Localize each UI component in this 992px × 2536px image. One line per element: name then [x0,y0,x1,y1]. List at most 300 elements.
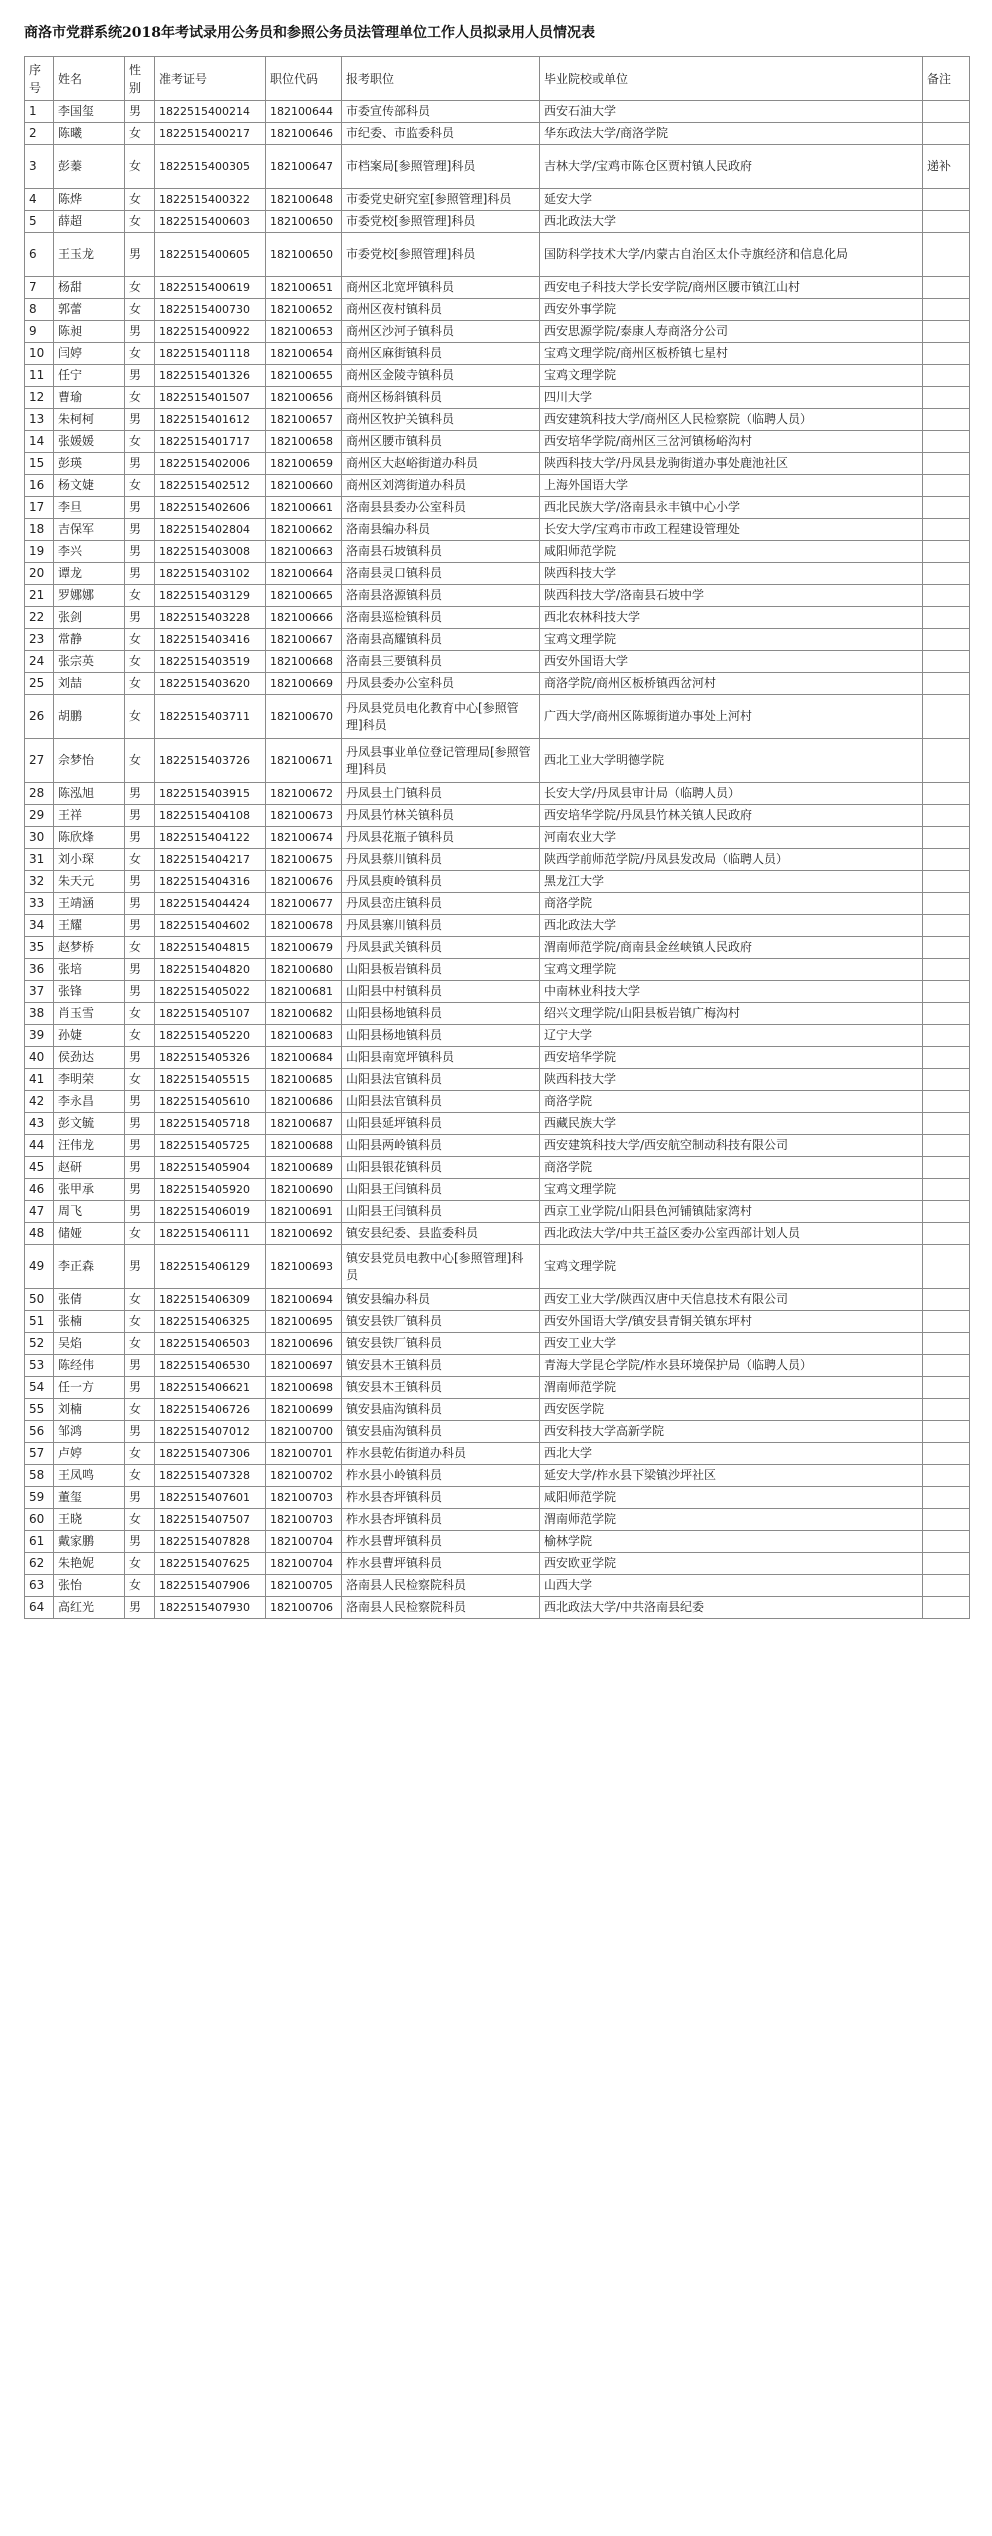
school-cell: 西安培华学院/商州区三岔河镇杨峪沟村 [540,431,923,453]
remark-cell [923,1377,970,1399]
position-cell: 镇安县纪委、县监委科员 [342,1223,540,1245]
exam-number-cell: 1822515405920 [155,1179,266,1201]
name-cell: 朱艳妮 [54,1553,125,1575]
position-code-cell: 182100672 [266,783,342,805]
school-cell: 西安外事学院 [540,299,923,321]
position-cell: 市纪委、市监委科员 [342,123,540,145]
position-cell: 山阳县南宽坪镇科员 [342,1047,540,1069]
row-number: 8 [25,299,54,321]
name-cell: 汪伟龙 [54,1135,125,1157]
row-number: 36 [25,959,54,981]
remark-cell [923,1223,970,1245]
name-cell: 杨甜 [54,277,125,299]
position-code-cell: 182100694 [266,1289,342,1311]
remark-cell [923,233,970,277]
row-number: 61 [25,1531,54,1553]
position-cell: 丹凤县蔡川镇科员 [342,849,540,871]
school-cell: 宝鸡文理学院 [540,365,923,387]
header-cell: 报考职位 [342,57,540,101]
table-row [25,1245,970,1289]
name-cell: 储娅 [54,1223,125,1245]
exam-number-cell: 1822515405718 [155,1113,266,1135]
school-cell: 黑龙江大学 [540,871,923,893]
exam-number-cell: 1822515400922 [155,321,266,343]
school-cell: 渭南师范学院 [540,1377,923,1399]
gender-cell: 男 [125,1201,155,1223]
position-code-cell: 182100658 [266,431,342,453]
remark-cell [923,849,970,871]
name-cell: 王靖涵 [54,893,125,915]
school-cell: 绍兴文理学院/山阳县板岩镇广梅沟村 [540,1003,923,1025]
remark-cell [923,1553,970,1575]
table-row [25,783,970,805]
name-cell: 张楠 [54,1311,125,1333]
name-cell: 赵梦桥 [54,937,125,959]
table-row [25,893,970,915]
exam-number-cell: 1822515402804 [155,519,266,541]
school-cell: 西北政法大学/中共洛南县纪委 [540,1597,923,1619]
gender-cell: 女 [125,695,155,739]
row-number: 54 [25,1377,54,1399]
gender-cell: 男 [125,1355,155,1377]
position-cell: 洛南县人民检察院科员 [342,1575,540,1597]
remark-cell [923,343,970,365]
school-cell: 西安科技大学高新学院 [540,1421,923,1443]
position-code-cell: 182100705 [266,1575,342,1597]
table-row [25,1355,970,1377]
exam-number-cell: 1822515404424 [155,893,266,915]
gender-cell: 男 [125,783,155,805]
exam-number-cell: 1822515404602 [155,915,266,937]
table-row [25,1421,970,1443]
name-cell: 刘楠 [54,1399,125,1421]
remark-cell [923,695,970,739]
name-cell: 张剑 [54,607,125,629]
row-number: 11 [25,365,54,387]
header-cell: 职位代码 [266,57,342,101]
position-cell: 丹凤县寨川镇科员 [342,915,540,937]
remark-cell [923,1465,970,1487]
row-number: 2 [25,123,54,145]
row-number: 22 [25,607,54,629]
position-cell: 洛南县高耀镇科员 [342,629,540,651]
name-cell: 常静 [54,629,125,651]
exam-number-cell: 1822515403711 [155,695,266,739]
school-cell: 西北大学 [540,1443,923,1465]
table-row [25,1465,970,1487]
position-cell: 镇安县铁厂镇科员 [342,1311,540,1333]
exam-number-cell: 1822515400730 [155,299,266,321]
name-cell: 谭龙 [54,563,125,585]
exam-number-cell: 1822515405107 [155,1003,266,1025]
gender-cell: 男 [125,915,155,937]
gender-cell: 女 [125,277,155,299]
gender-cell: 女 [125,1465,155,1487]
position-cell: 丹凤县党员电化教育中心[参照管理]科员 [342,695,540,739]
remark-cell [923,321,970,343]
gender-cell: 男 [125,497,155,519]
table-row [25,937,970,959]
position-code-cell: 182100654 [266,343,342,365]
position-code-cell: 182100706 [266,1597,342,1619]
data-table [24,56,970,1619]
exam-number-cell: 1822515406621 [155,1377,266,1399]
row-number: 46 [25,1179,54,1201]
position-code-cell: 182100669 [266,673,342,695]
exam-number-cell: 1822515407306 [155,1443,266,1465]
table-row [25,1311,970,1333]
name-cell: 张媛媛 [54,431,125,453]
school-cell: 广西大学/商州区陈塬街道办事处上河村 [540,695,923,739]
exam-number-cell: 1822515402512 [155,475,266,497]
exam-number-cell: 1822515403129 [155,585,266,607]
table-row [25,277,970,299]
position-code-cell: 182100659 [266,453,342,475]
name-cell: 闫婷 [54,343,125,365]
row-number: 47 [25,1201,54,1223]
row-number: 31 [25,849,54,871]
school-cell: 西藏民族大学 [540,1113,923,1135]
school-cell: 西安工业大学 [540,1333,923,1355]
position-cell: 山阳县板岩镇科员 [342,959,540,981]
position-cell: 商州区沙河子镇科员 [342,321,540,343]
header-cell: 性别 [125,57,155,101]
remark-cell [923,915,970,937]
name-cell: 张甲承 [54,1179,125,1201]
remark-cell [923,937,970,959]
name-cell: 李旦 [54,497,125,519]
remark-cell [923,585,970,607]
name-cell: 王晓 [54,1509,125,1531]
position-code-cell: 182100655 [266,365,342,387]
position-cell: 镇安县党员电教中心[参照管理]科员 [342,1245,540,1289]
exam-number-cell: 1822515407828 [155,1531,266,1553]
position-cell: 山阳县王闫镇科员 [342,1179,540,1201]
position-code-cell: 182100695 [266,1311,342,1333]
position-code-cell: 182100687 [266,1113,342,1135]
gender-cell: 男 [125,1531,155,1553]
school-cell: 西北政法大学 [540,915,923,937]
position-code-cell: 182100701 [266,1443,342,1465]
table-row [25,1399,970,1421]
position-cell: 商州区杨斜镇科员 [342,387,540,409]
row-number: 32 [25,871,54,893]
remark-cell [923,673,970,695]
remark-cell [923,387,970,409]
remark-cell [923,981,970,1003]
exam-number-cell: 1822515407012 [155,1421,266,1443]
remark-cell [923,1179,970,1201]
gender-cell: 男 [125,871,155,893]
gender-cell: 女 [125,1509,155,1531]
position-code-cell: 182100675 [266,849,342,871]
gender-cell: 女 [125,211,155,233]
position-cell: 商州区刘湾街道办科员 [342,475,540,497]
row-number: 35 [25,937,54,959]
row-number: 4 [25,189,54,211]
row-number: 57 [25,1443,54,1465]
position-code-cell: 182100678 [266,915,342,937]
gender-cell: 男 [125,1157,155,1179]
exam-number-cell: 1822515401326 [155,365,266,387]
exam-number-cell: 1822515403726 [155,739,266,783]
remark-cell [923,1113,970,1135]
school-cell: 西安建筑科技大学/商州区人民检察院（临聘人员） [540,409,923,431]
gender-cell: 女 [125,585,155,607]
school-cell: 华东政法大学/商洛学院 [540,123,923,145]
school-cell: 长安大学/宝鸡市市政工程建设管理处 [540,519,923,541]
remark-cell [923,1003,970,1025]
remark-cell [923,1201,970,1223]
name-cell: 张培 [54,959,125,981]
position-code-cell: 182100688 [266,1135,342,1157]
position-code-cell: 182100656 [266,387,342,409]
table-row [25,629,970,651]
school-cell: 河南农业大学 [540,827,923,849]
exam-number-cell: 1822515405326 [155,1047,266,1069]
gender-cell: 女 [125,739,155,783]
position-cell: 镇安县庙沟镇科员 [342,1399,540,1421]
name-cell: 任宁 [54,365,125,387]
gender-cell: 男 [125,1047,155,1069]
school-cell: 西北民族大学/洛南县永丰镇中心小学 [540,497,923,519]
school-cell: 陕西科技大学/洛南县石坡中学 [540,585,923,607]
table-row [25,409,970,431]
school-cell: 宝鸡文理学院 [540,959,923,981]
name-cell: 吉保军 [54,519,125,541]
name-cell: 张怡 [54,1575,125,1597]
position-cell: 山阳县法官镇科员 [342,1091,540,1113]
row-number: 23 [25,629,54,651]
table-row [25,739,970,783]
row-number: 33 [25,893,54,915]
row-number: 62 [25,1553,54,1575]
school-cell: 延安大学/柞水县下梁镇沙坪社区 [540,1465,923,1487]
remark-cell [923,1333,970,1355]
position-code-cell: 182100674 [266,827,342,849]
school-cell: 西安培华学院/丹凤县竹林关镇人民政府 [540,805,923,827]
position-cell: 丹凤县庾岭镇科员 [342,871,540,893]
remark-cell [923,1157,970,1179]
school-cell: 西安思源学院/泰康人寿商洛分公司 [540,321,923,343]
row-number: 51 [25,1311,54,1333]
row-number: 13 [25,409,54,431]
remark-cell [923,1289,970,1311]
exam-number-cell: 1822515407930 [155,1597,266,1619]
remark-cell [923,871,970,893]
position-cell: 商州区金陵寺镇科员 [342,365,540,387]
position-code-cell: 182100670 [266,695,342,739]
school-cell: 宝鸡文理学院 [540,629,923,651]
exam-number-cell: 1822515405220 [155,1025,266,1047]
row-number: 64 [25,1597,54,1619]
name-cell: 佘梦怡 [54,739,125,783]
name-cell: 朱柯柯 [54,409,125,431]
remark-cell [923,805,970,827]
gender-cell: 女 [125,1311,155,1333]
gender-cell: 男 [125,1597,155,1619]
exam-number-cell: 1822515407507 [155,1509,266,1531]
table-row [25,233,970,277]
remark-cell [923,497,970,519]
position-cell: 商州区麻街镇科员 [342,343,540,365]
table-row [25,475,970,497]
remark-cell [923,1047,970,1069]
row-number: 17 [25,497,54,519]
gender-cell: 男 [125,1113,155,1135]
name-cell: 陈昶 [54,321,125,343]
school-cell: 宝鸡文理学院/商州区板桥镇七星村 [540,343,923,365]
school-cell: 辽宁大学 [540,1025,923,1047]
exam-number-cell: 1822515406019 [155,1201,266,1223]
header-cell: 姓名 [54,57,125,101]
table-row [25,1179,970,1201]
school-cell: 宝鸡文理学院 [540,1245,923,1289]
gender-cell: 男 [125,409,155,431]
remark-cell [923,563,970,585]
school-cell: 陕西科技大学 [540,1069,923,1091]
position-code-cell: 182100667 [266,629,342,651]
position-code-cell: 182100685 [266,1069,342,1091]
position-code-cell: 182100676 [266,871,342,893]
name-cell: 王祥 [54,805,125,827]
row-number: 5 [25,211,54,233]
exam-number-cell: 1822515404217 [155,849,266,871]
remark-cell [923,1355,970,1377]
remark-cell [923,827,970,849]
school-cell: 西安外国语大学/镇安县青铜关镇东坪村 [540,1311,923,1333]
gender-cell: 男 [125,321,155,343]
table-row [25,1531,970,1553]
exam-number-cell: 1822515403228 [155,607,266,629]
position-cell: 市委党校[参照管理]科员 [342,233,540,277]
position-cell: 洛南县灵口镇科员 [342,563,540,585]
row-number: 29 [25,805,54,827]
exam-number-cell: 1822515404815 [155,937,266,959]
row-number: 21 [25,585,54,607]
position-cell: 洛南县洛源镇科员 [342,585,540,607]
name-cell: 陈烨 [54,189,125,211]
position-code-cell: 182100673 [266,805,342,827]
name-cell: 罗娜娜 [54,585,125,607]
school-cell: 西安石油大学 [540,101,923,123]
row-number: 53 [25,1355,54,1377]
remark-cell: 递补 [923,145,970,189]
name-cell: 胡鹏 [54,695,125,739]
exam-number-cell: 1822515404122 [155,827,266,849]
name-cell: 王耀 [54,915,125,937]
position-cell: 镇安县铁厂镇科员 [342,1333,540,1355]
remark-cell [923,431,970,453]
remark-cell [923,123,970,145]
gender-cell: 男 [125,893,155,915]
position-code-cell: 182100648 [266,189,342,211]
position-code-cell: 182100703 [266,1487,342,1509]
gender-cell: 女 [125,1069,155,1091]
position-code-cell: 182100646 [266,123,342,145]
school-cell: 商洛学院 [540,1091,923,1113]
position-code-cell: 182100702 [266,1465,342,1487]
school-cell: 宝鸡文理学院 [540,1179,923,1201]
position-cell: 洛南县编办科员 [342,519,540,541]
gender-cell: 女 [125,431,155,453]
school-cell: 商洛学院 [540,1157,923,1179]
name-cell: 高红光 [54,1597,125,1619]
name-cell: 戴家鹏 [54,1531,125,1553]
position-code-cell: 182100690 [266,1179,342,1201]
gender-cell: 男 [125,563,155,585]
gender-cell: 男 [125,541,155,563]
name-cell: 李兴 [54,541,125,563]
position-code-cell: 182100650 [266,233,342,277]
position-code-cell: 182100661 [266,497,342,519]
position-cell: 柞水县杏坪镇科员 [342,1509,540,1531]
gender-cell: 女 [125,673,155,695]
school-cell: 渭南师范学院 [540,1509,923,1531]
exam-number-cell: 1822515400605 [155,233,266,277]
gender-cell: 男 [125,1179,155,1201]
header-cell: 备注 [923,57,970,101]
position-cell: 镇安县庙沟镇科员 [342,1421,540,1443]
remark-cell [923,1025,970,1047]
position-cell: 柞水县小岭镇科员 [342,1465,540,1487]
name-cell: 彭瑛 [54,453,125,475]
position-cell: 丹凤县土门镇科员 [342,783,540,805]
name-cell: 张倩 [54,1289,125,1311]
position-code-cell: 182100652 [266,299,342,321]
exam-number-cell: 1822515400217 [155,123,266,145]
position-code-cell: 182100664 [266,563,342,585]
remark-cell [923,739,970,783]
remark-cell [923,211,970,233]
position-cell: 市委宣传部科员 [342,101,540,123]
row-number: 42 [25,1091,54,1113]
name-cell: 王凤鸣 [54,1465,125,1487]
gender-cell: 女 [125,651,155,673]
name-cell: 侯劲达 [54,1047,125,1069]
exam-number-cell: 1822515400619 [155,277,266,299]
row-number: 38 [25,1003,54,1025]
table-row [25,607,970,629]
header-cell: 准考证号 [155,57,266,101]
gender-cell: 女 [125,343,155,365]
row-number: 49 [25,1245,54,1289]
name-cell: 李明荣 [54,1069,125,1091]
position-code-cell: 182100692 [266,1223,342,1245]
gender-cell: 女 [125,387,155,409]
row-number: 12 [25,387,54,409]
table-row [25,541,970,563]
exam-number-cell: 1822515403620 [155,673,266,695]
table-row [25,101,970,123]
school-cell: 国防科学技术大学/内蒙古自治区太仆寺旗经济和信息化局 [540,233,923,277]
school-cell: 西安工业大学/陕西汉唐中天信息技术有限公司 [540,1289,923,1311]
table-row [25,211,970,233]
row-number: 28 [25,783,54,805]
gender-cell: 女 [125,475,155,497]
school-cell: 吉林大学/宝鸡市陈仓区贾村镇人民政府 [540,145,923,189]
exam-number-cell: 1822515404820 [155,959,266,981]
exam-number-cell: 1822515401612 [155,409,266,431]
position-code-cell: 182100699 [266,1399,342,1421]
gender-cell: 男 [125,827,155,849]
exam-number-cell: 1822515401118 [155,343,266,365]
position-code-cell: 182100663 [266,541,342,563]
table-row [25,1597,970,1619]
remark-cell [923,453,970,475]
position-cell: 丹凤县武关镇科员 [342,937,540,959]
exam-number-cell: 1822515403416 [155,629,266,651]
